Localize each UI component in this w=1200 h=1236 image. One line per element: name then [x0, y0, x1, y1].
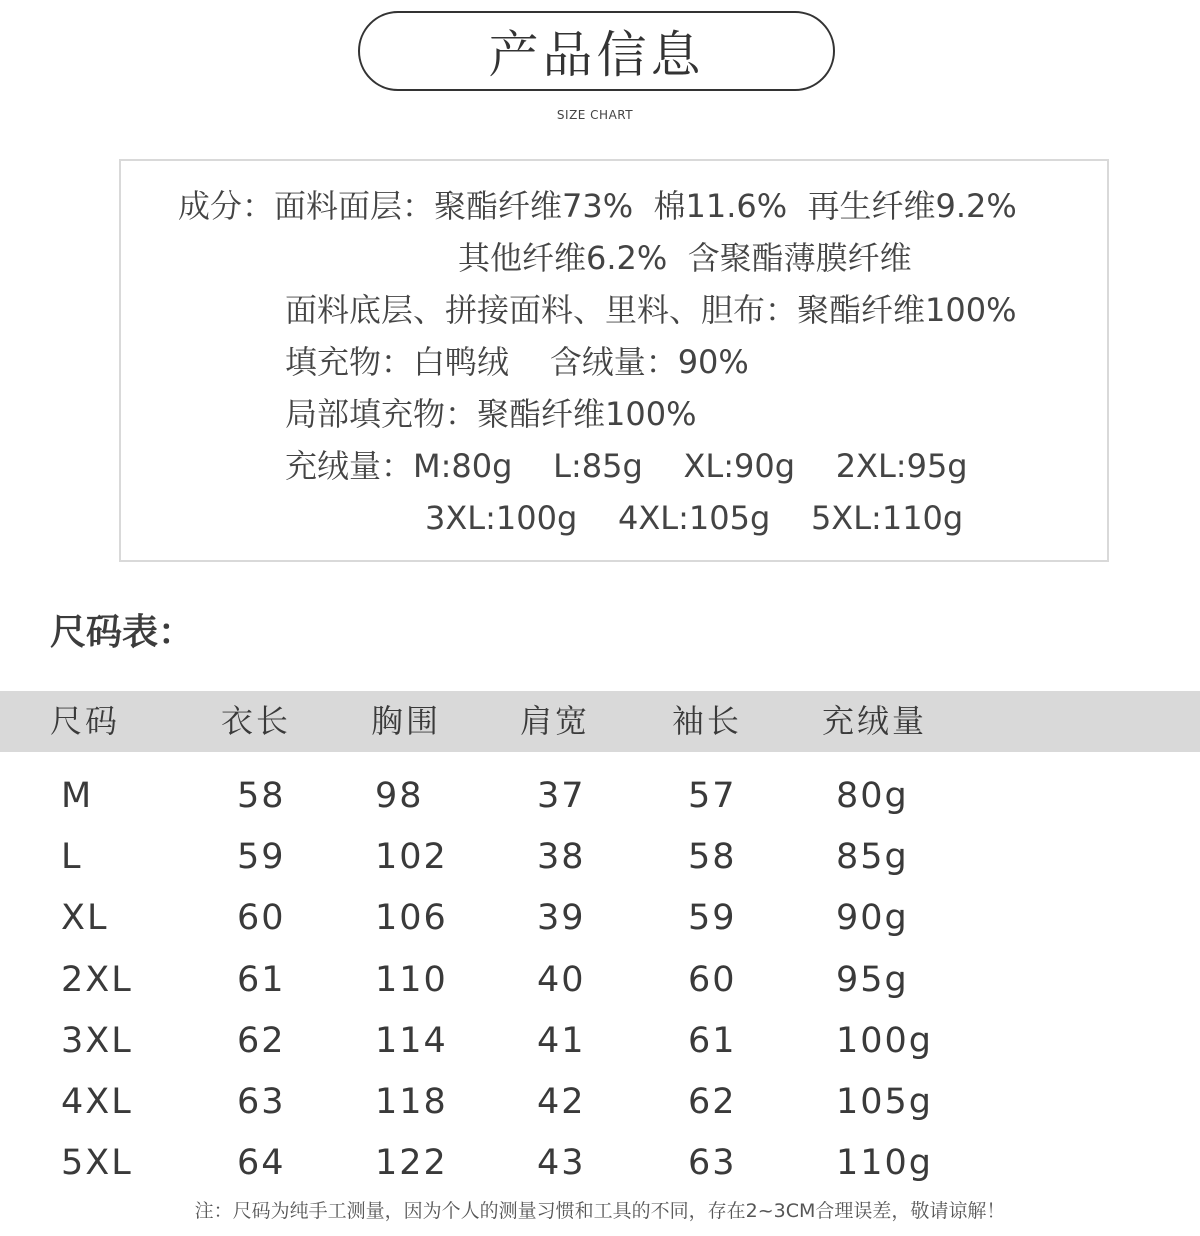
- cell-sleeve: 62: [688, 1082, 737, 1122]
- cell-shoulder: 43: [537, 1143, 586, 1184]
- composition-line: 局部填充物：聚酯纤维100%: [285, 395, 697, 433]
- cell-shoulder: 41: [537, 1020, 586, 1061]
- cell-sleeve: 60: [688, 959, 737, 1000]
- cell-sleeve: 63: [688, 1143, 737, 1184]
- cell-size: 2XL: [61, 959, 133, 1000]
- cell-length: 59: [237, 837, 286, 878]
- cell-length: 62: [237, 1020, 286, 1061]
- table-row: [0, 1082, 1200, 1146]
- composition-line: 充绒量：M:80g L:85g XL:90g 2XL:95g: [285, 447, 968, 485]
- cell-down-fill: 100g: [836, 1020, 934, 1061]
- cell-chest: 122: [375, 1143, 448, 1184]
- cell-chest: 106: [375, 898, 448, 939]
- cell-size: M: [61, 776, 94, 816]
- cell-size: XL: [61, 898, 109, 939]
- cell-sleeve: 59: [688, 898, 737, 939]
- cell-down-fill: 95g: [836, 959, 909, 1000]
- cell-length: 61: [237, 959, 286, 1000]
- composition-line: 成分：面料面层：聚酯纤维73% 棉11.6% 再生纤维9.2%: [178, 187, 1017, 225]
- cell-shoulder: 42: [537, 1082, 586, 1122]
- cell-chest: 114: [375, 1020, 448, 1061]
- cell-size: L: [61, 837, 83, 878]
- cell-chest: 102: [375, 837, 448, 878]
- title-pill: [358, 11, 835, 91]
- header-chest: 胸围: [371, 702, 442, 740]
- header-down-fill: 充绒量: [822, 702, 928, 740]
- table-row: [0, 898, 1200, 962]
- header-sleeve: 袖长: [672, 702, 743, 740]
- size-table-header: [0, 691, 1200, 752]
- table-row: [0, 837, 1200, 901]
- table-row: [0, 1020, 1200, 1085]
- footer-note: 注：尺码为纯手工测量，因为个人的测量习惯和工具的不同，存在2~3CM合理误差，敬请谅解！: [194, 1200, 1006, 1222]
- page-subtitle: SIZE CHART: [556, 108, 634, 122]
- composition-line: 3XL:100g 4XL:105g 5XL:110g: [425, 499, 964, 537]
- cell-size: 3XL: [61, 1020, 133, 1061]
- composition-line: 填充物：白鸭绒 含绒量：90%: [285, 343, 749, 381]
- cell-sleeve: 57: [688, 776, 737, 816]
- cell-down-fill: 90g: [836, 898, 909, 939]
- cell-chest: 98: [375, 776, 424, 816]
- cell-shoulder: 38: [537, 837, 586, 878]
- cell-shoulder: 37: [537, 776, 586, 816]
- cell-length: 64: [237, 1143, 286, 1184]
- header-shoulder: 肩宽: [520, 702, 591, 740]
- cell-shoulder: 40: [537, 959, 586, 1000]
- table-row: [0, 776, 1200, 840]
- page-title: 产品信息: [488, 26, 705, 84]
- cell-size: 4XL: [61, 1082, 133, 1122]
- cell-length: 63: [237, 1082, 286, 1122]
- cell-chest: 110: [375, 959, 448, 1000]
- composition-line: 面料底层、拼接面料、里料、胆布：聚酯纤维100%: [285, 291, 1017, 329]
- cell-sleeve: 61: [688, 1020, 737, 1061]
- cell-length: 60: [237, 898, 286, 939]
- cell-down-fill: 85g: [836, 837, 909, 878]
- header-size: 尺码: [50, 702, 121, 740]
- size-table-title: 尺码表：: [50, 612, 195, 653]
- cell-down-fill: 110g: [836, 1143, 934, 1184]
- cell-down-fill: 105g: [836, 1082, 934, 1122]
- cell-size: 5XL: [61, 1143, 133, 1184]
- cell-length: 58: [237, 776, 286, 816]
- cell-down-fill: 80g: [836, 776, 909, 816]
- cell-shoulder: 39: [537, 898, 586, 939]
- table-row: [0, 959, 1200, 1024]
- cell-chest: 118: [375, 1082, 448, 1122]
- cell-sleeve: 58: [688, 837, 737, 878]
- composition-line: 其他纤维6.2% 含聚酯薄膜纤维: [458, 239, 912, 277]
- header-length: 衣长: [221, 702, 292, 740]
